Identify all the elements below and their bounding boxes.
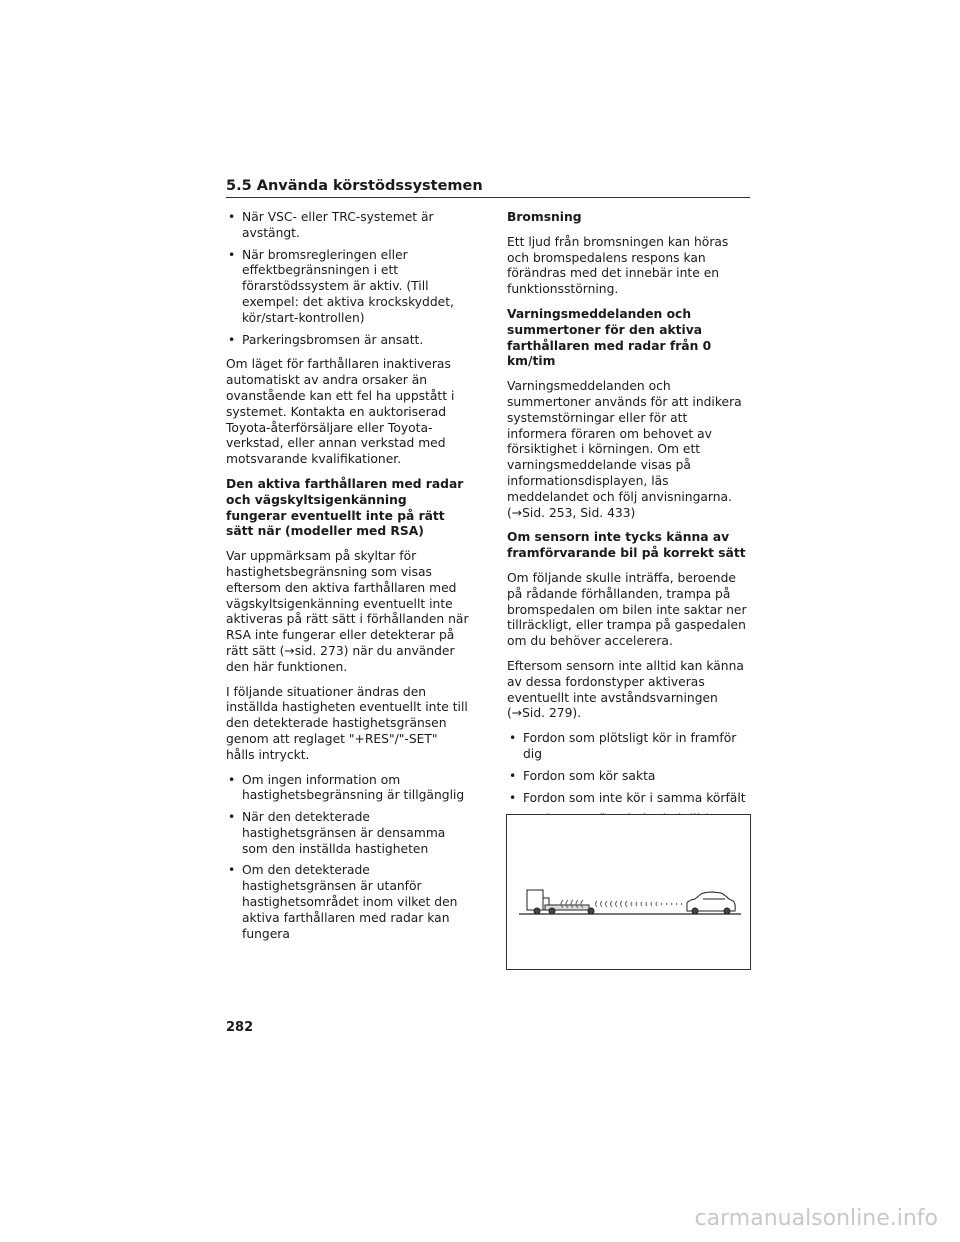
paragraph: Om följande skulle inträffa, beroende på rådande förhållanden, trampa på bromspedalen om bilen inte saktar ner tillräckligt, eller trampa på gaspedalen om du behöver accelerera. [507, 570, 747, 649]
list-item: • Om den detekterade hastighetsgränsen är utanför hastighetsområdet inom vilket den aktiva farthållaren med radar kan fungera [226, 863, 470, 942]
paragraph: Varningsmeddelanden och summertoner används för att indikera systemstörningar eller för att informera föraren om behovet av försiktighet i körningen. Om ett varningsmeddelande visas på informationsdisplayen, läs meddelandet och följ anvisningarna. (→Sid. 253, Sid. 433) [507, 379, 742, 520]
page-number: 282 [226, 1020, 254, 1035]
list-item: • Fordon som inte kör i samma körfält [507, 791, 751, 807]
paragraph: I följande situationer ändras den inställda hastigheten eventuellt inte till den detekterade hastighetsgränsen genom att reglaget "+RES"/"-SET" hålls intryckt. [226, 684, 468, 762]
subheading: Varningsmeddelanden och summertoner för den aktiva farthållaren med radar från 0 km/tim [507, 306, 712, 369]
list-item: • Parkeringsbromsen är ansatt. [226, 333, 470, 349]
subheading: Den aktiva farthållaren med radar och vägskyltsigenkänning fungerar eventuellt inte på rätt sätt när (modeller med RSA) [226, 476, 464, 539]
paragraph: Var uppmärksam på skyltar för hastighetsbegränsning som visas eftersom den aktiva farthållaren med vägskyltsigenkänning eventuellt inte aktiveras på rätt sätt i förhållanden när RSA inte fungerar eller detekterar på rätt sätt (→sid. 273) när du använder den här funktionen. [226, 549, 469, 674]
list-item: • När VSC- eller TRC-systemet är avstängt. [226, 210, 470, 242]
list-item: • Fordon som kör sakta [507, 769, 751, 785]
condition-list-1 [226, 210, 470, 348]
left-column [226, 210, 470, 951]
radar-illustration-graphic [507, 815, 750, 969]
radar-illustration [506, 814, 751, 970]
paragraph: Eftersom sensorn inte alltid kan känna av dessa fordonstyper aktiveras eventuellt inte avståndsvarningen (→Sid. 279). [507, 658, 744, 721]
list-item: • Om ingen information om hastighetsbegränsning är tillgänglig [226, 773, 470, 805]
condition-list-2 [226, 773, 470, 943]
watermark: carmanualsonline.info [694, 1206, 938, 1231]
right-column [507, 210, 751, 853]
subheading: Om sensorn inte tycks känna av framförvarande bil på korrekt sätt [507, 530, 746, 561]
paragraph: Om läget för farthållaren inaktiveras automatiskt av andra orsaker än ovanstående kan ett fel ha uppstått i systemet. Kontakta en auktoriserad Toyota-återförsäljare eller Toyota-verkstad, eller annan verkstad med motsvarande kvalifikationer. [226, 357, 455, 467]
list-item: • När den detekterade hastighetsgränsen är densamma som den inställda hastigheten [226, 810, 470, 857]
truck-icon [527, 890, 594, 914]
page-header [226, 178, 750, 198]
subheading: Bromsning [507, 210, 582, 224]
list-item: • När bromsregleringen eller effektbegränsningen i ett förarstödssystem är aktiv. (Till exempel: det aktiva krockskyddet, kör/start-kontrollen) [226, 248, 470, 327]
car-icon [687, 892, 735, 914]
paragraph: Ett ljud från bromsningen kan höras och bromspedalens respons kan förändras med det innebär inte en funktionsstörning. [507, 234, 729, 297]
header-divider [226, 197, 750, 198]
section-title: 5.5 Använda körstödssystemen [226, 178, 483, 194]
list-item: • Fordon som plötsligt kör in framför dig [507, 731, 751, 763]
